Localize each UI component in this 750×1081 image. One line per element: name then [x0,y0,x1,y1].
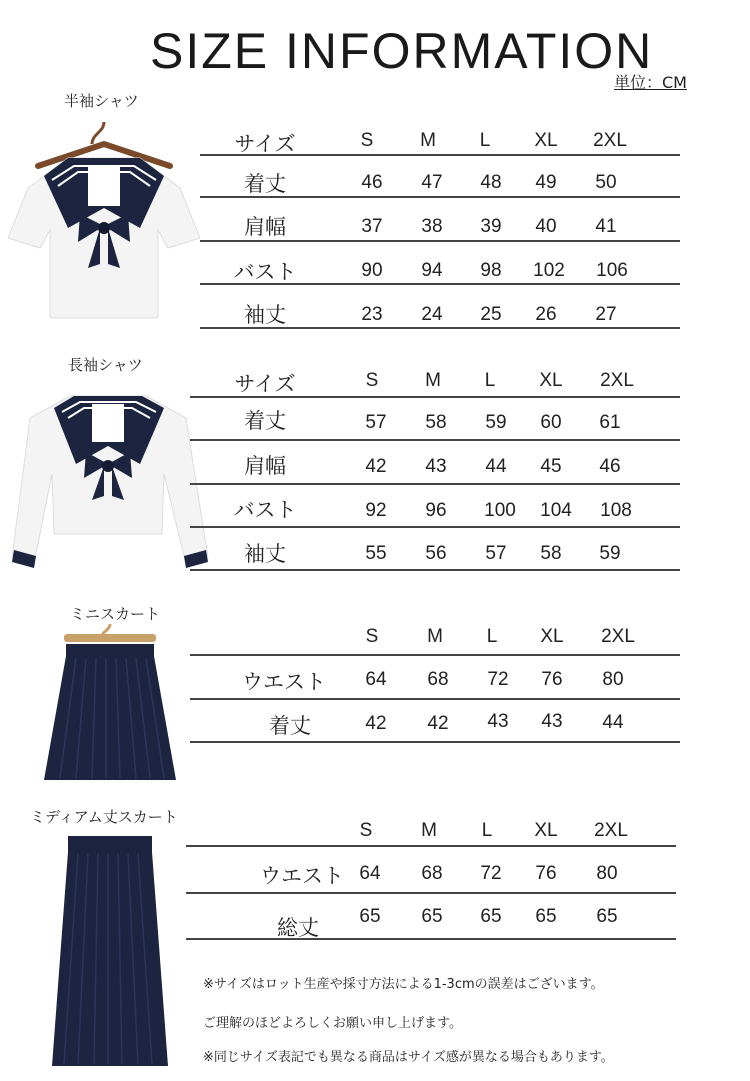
row-label: 着丈 [244,409,286,433]
table-cell: 43 [487,711,509,732]
table-cell: 104 [540,500,572,521]
size-header: L [486,626,498,647]
table-cell: 96 [425,500,447,521]
table-cell: 44 [485,456,507,477]
size-header: M [425,370,441,391]
size-header: M [427,626,443,647]
table-cell: 58 [540,543,562,564]
size-header: L [479,130,491,151]
table-cell: 72 [487,669,509,690]
table-cell: 38 [421,216,443,237]
table-cell: 102 [533,260,565,281]
table-cell: 65 [421,906,443,927]
size-header-label: サイズ [234,372,296,396]
table-cell: 60 [540,412,562,433]
table-cell: 41 [595,216,617,237]
table-cell: 100 [484,500,516,521]
size-header: 2XL [601,626,635,647]
table-cell: 64 [359,863,381,884]
size-header: XL [539,370,563,391]
divider [186,845,676,847]
table-cell: 94 [421,260,443,281]
divider [190,741,680,743]
divider [190,654,680,656]
table-cell: 59 [485,412,507,433]
table-cell: 27 [595,304,617,325]
size-header: M [421,820,437,841]
unit-label: 単位：CM [614,73,687,92]
table-cell: 45 [540,456,562,477]
table-cell: 80 [602,669,624,690]
table-cell: 64 [365,669,387,690]
table-cell: 106 [596,260,628,281]
note-understanding: ご理解のほどよろしくお願い申し上げます。 [203,1016,462,1031]
table-cell: 47 [421,172,443,193]
size-header: XL [540,626,564,647]
table-cell: 46 [361,172,383,193]
section-label-mini-skirt: ミニスカート [70,605,161,623]
row-label: 袖丈 [244,542,286,566]
size-header: M [420,130,436,151]
table-cell: 65 [596,906,618,927]
medium-skirt-image [50,830,170,1068]
table-cell: 42 [365,456,387,477]
table-cell: 57 [365,412,387,433]
table-cell: 65 [535,906,557,927]
size-header: 2XL [593,130,627,151]
section-label-long-sleeve: 長袖シャツ [68,356,143,374]
row-label: 着丈 [244,172,286,196]
table-cell: 44 [602,712,624,733]
table-cell: 65 [480,906,502,927]
row-label: 総丈 [277,916,319,940]
size-header-label: サイズ [234,132,296,156]
size-header: S [360,130,374,151]
table-cell: 92 [365,500,387,521]
divider [190,439,680,441]
table-cell: 76 [541,669,563,690]
row-label: 肩幅 [244,454,286,478]
table-cell: 26 [535,304,557,325]
divider [190,526,680,528]
long-sleeve-shirt-image [10,378,210,576]
table-cell: 48 [480,172,502,193]
row-label: バスト [233,260,297,284]
note-tolerance: ※サイズはロット生産や採寸方法による1-3cmの誤差はございます。 [203,977,604,992]
size-header: XL [534,820,558,841]
size-header: L [481,820,493,841]
table-cell: 42 [365,713,387,734]
table-cell: 24 [421,304,443,325]
row-label: ウエスト [242,670,326,694]
table-cell: 40 [535,216,557,237]
size-header: 2XL [594,820,628,841]
short-sleeve-shirt-image [8,118,200,328]
table-cell: 37 [361,216,383,237]
row-label: 着丈 [269,714,311,738]
table-cell: 90 [361,260,383,281]
size-header: XL [534,130,558,151]
table-cell: 98 [480,260,502,281]
size-header: S [365,370,379,391]
row-label: 肩幅 [244,215,286,239]
table-cell: 59 [599,543,621,564]
table-cell: 80 [596,863,618,884]
table-cell: 25 [480,304,502,325]
divider [190,569,680,571]
table-cell: 46 [599,456,621,477]
table-cell: 43 [425,456,447,477]
note-size-feel: ※同じサイズ表記でも異なる商品はサイズ感が異なる場合もあります。 [203,1050,614,1065]
table-cell: 43 [541,711,563,732]
divider [186,892,676,894]
row-label: バスト [233,498,297,522]
table-cell: 56 [425,543,447,564]
table-cell: 72 [480,863,502,884]
table-cell: 65 [359,906,381,927]
row-label: 袖丈 [244,303,286,327]
table-cell: 50 [595,172,617,193]
table-cell: 68 [427,669,449,690]
table-cell: 39 [480,216,502,237]
row-label: ウエスト [260,864,344,888]
table-cell: 68 [421,863,443,884]
page-title: SIZE INFORMATION [150,23,654,79]
divider [190,698,680,700]
table-cell: 49 [535,172,557,193]
table-cell: 42 [427,713,449,734]
size-header: 2XL [600,370,634,391]
table-cell: 55 [365,543,387,564]
table-cell: 57 [485,543,507,564]
section-label-short-sleeve: 半袖シャツ [64,92,139,110]
table-cell: 61 [599,412,621,433]
table-cell: 23 [361,304,383,325]
table-cell: 76 [535,863,557,884]
size-header: S [359,820,373,841]
table-cell: 58 [425,412,447,433]
table-cell: 108 [600,500,632,521]
mini-skirt-image [40,622,180,782]
size-header: S [365,626,379,647]
size-header: L [484,370,496,391]
section-label-medium-skirt: ミディアム丈スカート [30,808,178,826]
divider [190,483,680,485]
